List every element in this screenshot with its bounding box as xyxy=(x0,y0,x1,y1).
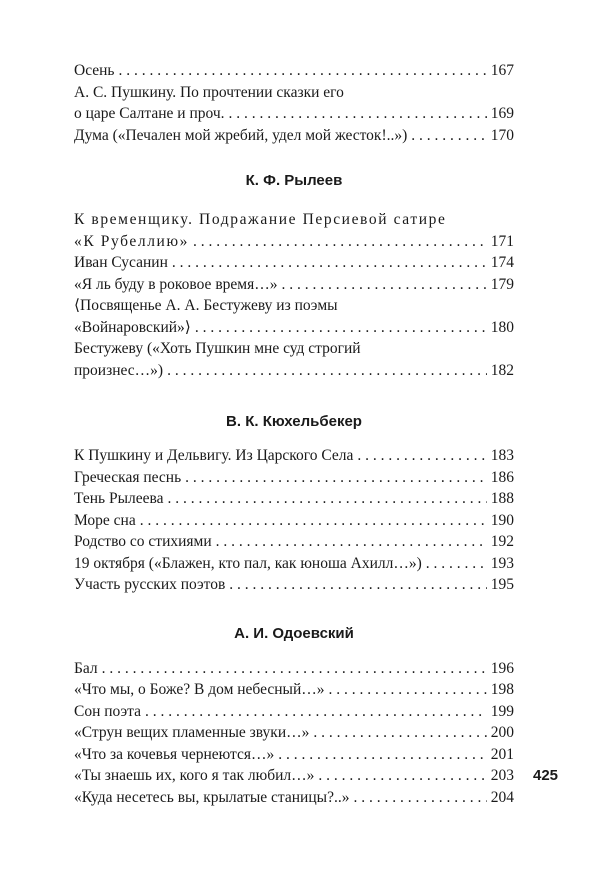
entry-title-line1: ⟨Посвященье А. А. Бестужеву из поэмы xyxy=(74,297,338,314)
entry-title: Море сна xyxy=(74,511,136,529)
toc-entry xyxy=(74,252,514,274)
entry-title: «Ты знаешь их, кого я так любил…» xyxy=(74,767,315,784)
entry-page: 198 xyxy=(490,681,514,698)
entry-page: 203 xyxy=(490,767,514,784)
entry-page: 188 xyxy=(490,490,514,507)
entry-title: Тень Рылеева xyxy=(74,490,164,507)
toc-entry xyxy=(74,553,514,575)
leader-dots xyxy=(426,553,487,575)
entry-title: К Пушкину и Дельвигу. Из Царского Села xyxy=(74,447,354,464)
toc-entry xyxy=(74,445,514,467)
toc-entry xyxy=(74,209,514,252)
leader-dots xyxy=(353,787,486,809)
leader-dots xyxy=(281,274,486,296)
entry-page: 182 xyxy=(490,361,514,379)
entry-page: 183 xyxy=(490,447,514,464)
entry-page: 171 xyxy=(490,232,514,250)
leader-dots xyxy=(140,510,487,532)
leader-dots xyxy=(193,231,487,253)
leader-dots xyxy=(172,252,487,274)
toc-entry xyxy=(74,274,514,296)
leader-dots xyxy=(185,467,487,489)
entry-title: «Войнаровский»⟩ xyxy=(74,318,191,336)
toc-entry xyxy=(74,679,514,701)
entry-page: 169 xyxy=(490,105,514,122)
entry-page: 193 xyxy=(490,554,514,572)
toc-entry xyxy=(74,658,514,680)
entry-title: Дума («Печален мой жребий, удел мой жесток!..») xyxy=(74,126,408,144)
table-of-contents xyxy=(74,60,514,808)
toc-entry xyxy=(74,787,514,809)
leader-dots xyxy=(216,531,487,553)
entry-title: произнес…») xyxy=(74,361,164,379)
entry-title: «Что мы, о Боже? В дом небесный…» xyxy=(74,681,325,698)
entry-title: Греческая песнь xyxy=(74,468,182,486)
toc-entry xyxy=(74,510,514,532)
section-author-heading: А. И. Одоевский xyxy=(234,624,354,642)
leader-dots xyxy=(313,722,486,744)
entry-title: Сон поэта xyxy=(74,702,141,720)
entry-title: о царе Салтане и проч. xyxy=(74,105,225,122)
entry-title: «Куда несетесь вы, крылатые станицы?..» xyxy=(74,788,350,806)
entry-page: 186 xyxy=(490,468,514,486)
toc-entry xyxy=(74,82,514,125)
toc-entry xyxy=(74,531,514,553)
entry-title: «Я ль буду в роковое время…» xyxy=(74,275,278,293)
toc-entry xyxy=(74,60,514,82)
entry-page: 170 xyxy=(490,126,514,144)
page-number: 425 xyxy=(533,767,559,784)
entry-page: 180 xyxy=(490,318,514,336)
entry-page: 204 xyxy=(490,788,514,806)
entry-title: Осень xyxy=(74,62,115,79)
entry-title: «Струн вещих пламенные звуки…» xyxy=(74,724,310,741)
entry-page: 199 xyxy=(490,702,514,720)
entry-page: 167 xyxy=(490,62,514,79)
entry-title: Иван Сусанин xyxy=(74,254,168,271)
entry-title: Бал xyxy=(74,659,98,677)
leader-dots xyxy=(102,658,487,680)
leader-dots xyxy=(411,125,486,147)
leader-dots xyxy=(229,103,487,125)
toc-entry xyxy=(74,295,514,338)
entry-title: 19 октября («Блажен, кто пал, как юноша Ахилл…») xyxy=(74,554,422,572)
toc-entry xyxy=(74,574,514,596)
toc-entry xyxy=(74,488,514,510)
toc-entry xyxy=(74,338,514,381)
entry-page: 195 xyxy=(490,576,514,593)
entry-page: 190 xyxy=(490,511,514,529)
entry-page: 201 xyxy=(490,745,514,763)
toc-entry xyxy=(74,765,514,787)
leader-dots xyxy=(329,679,487,701)
entry-page: 200 xyxy=(490,724,514,741)
section-author-heading: В. К. Кюхельбекер xyxy=(226,413,362,430)
entry-title-line1: А. С. Пушкину. По прочтении сказки его xyxy=(74,83,344,101)
toc-entry xyxy=(74,744,514,766)
entry-page: 174 xyxy=(490,254,514,271)
section-author-heading: К. Ф. Рылеев xyxy=(245,172,343,189)
entry-title-line1: Бестужеву («Хоть Пушкин мне суд строгий xyxy=(74,340,361,357)
entry-title: «К Рубеллию» xyxy=(74,232,189,250)
leader-dots xyxy=(318,765,486,787)
entry-page: 192 xyxy=(490,533,514,550)
entry-page: 179 xyxy=(490,275,514,293)
toc-entry xyxy=(74,125,514,147)
entry-title: Родство со стихиями xyxy=(74,533,212,550)
leader-dots xyxy=(195,317,487,339)
leader-dots xyxy=(145,701,487,723)
leader-dots xyxy=(119,60,487,82)
leader-dots xyxy=(229,574,486,596)
entry-page: 196 xyxy=(490,659,514,677)
entry-title-line1: К временщику. Подражание Персиевой сатире xyxy=(74,211,447,228)
leader-dots xyxy=(278,744,486,766)
toc-entry xyxy=(74,722,514,744)
toc-entry xyxy=(74,467,514,489)
leader-dots xyxy=(168,488,487,510)
leader-dots xyxy=(357,445,486,467)
toc-entry xyxy=(74,701,514,723)
entry-title: Участь русских поэтов xyxy=(74,576,226,593)
leader-dots xyxy=(167,360,487,382)
entry-title: «Что за кочевья чернеются…» xyxy=(74,745,275,763)
